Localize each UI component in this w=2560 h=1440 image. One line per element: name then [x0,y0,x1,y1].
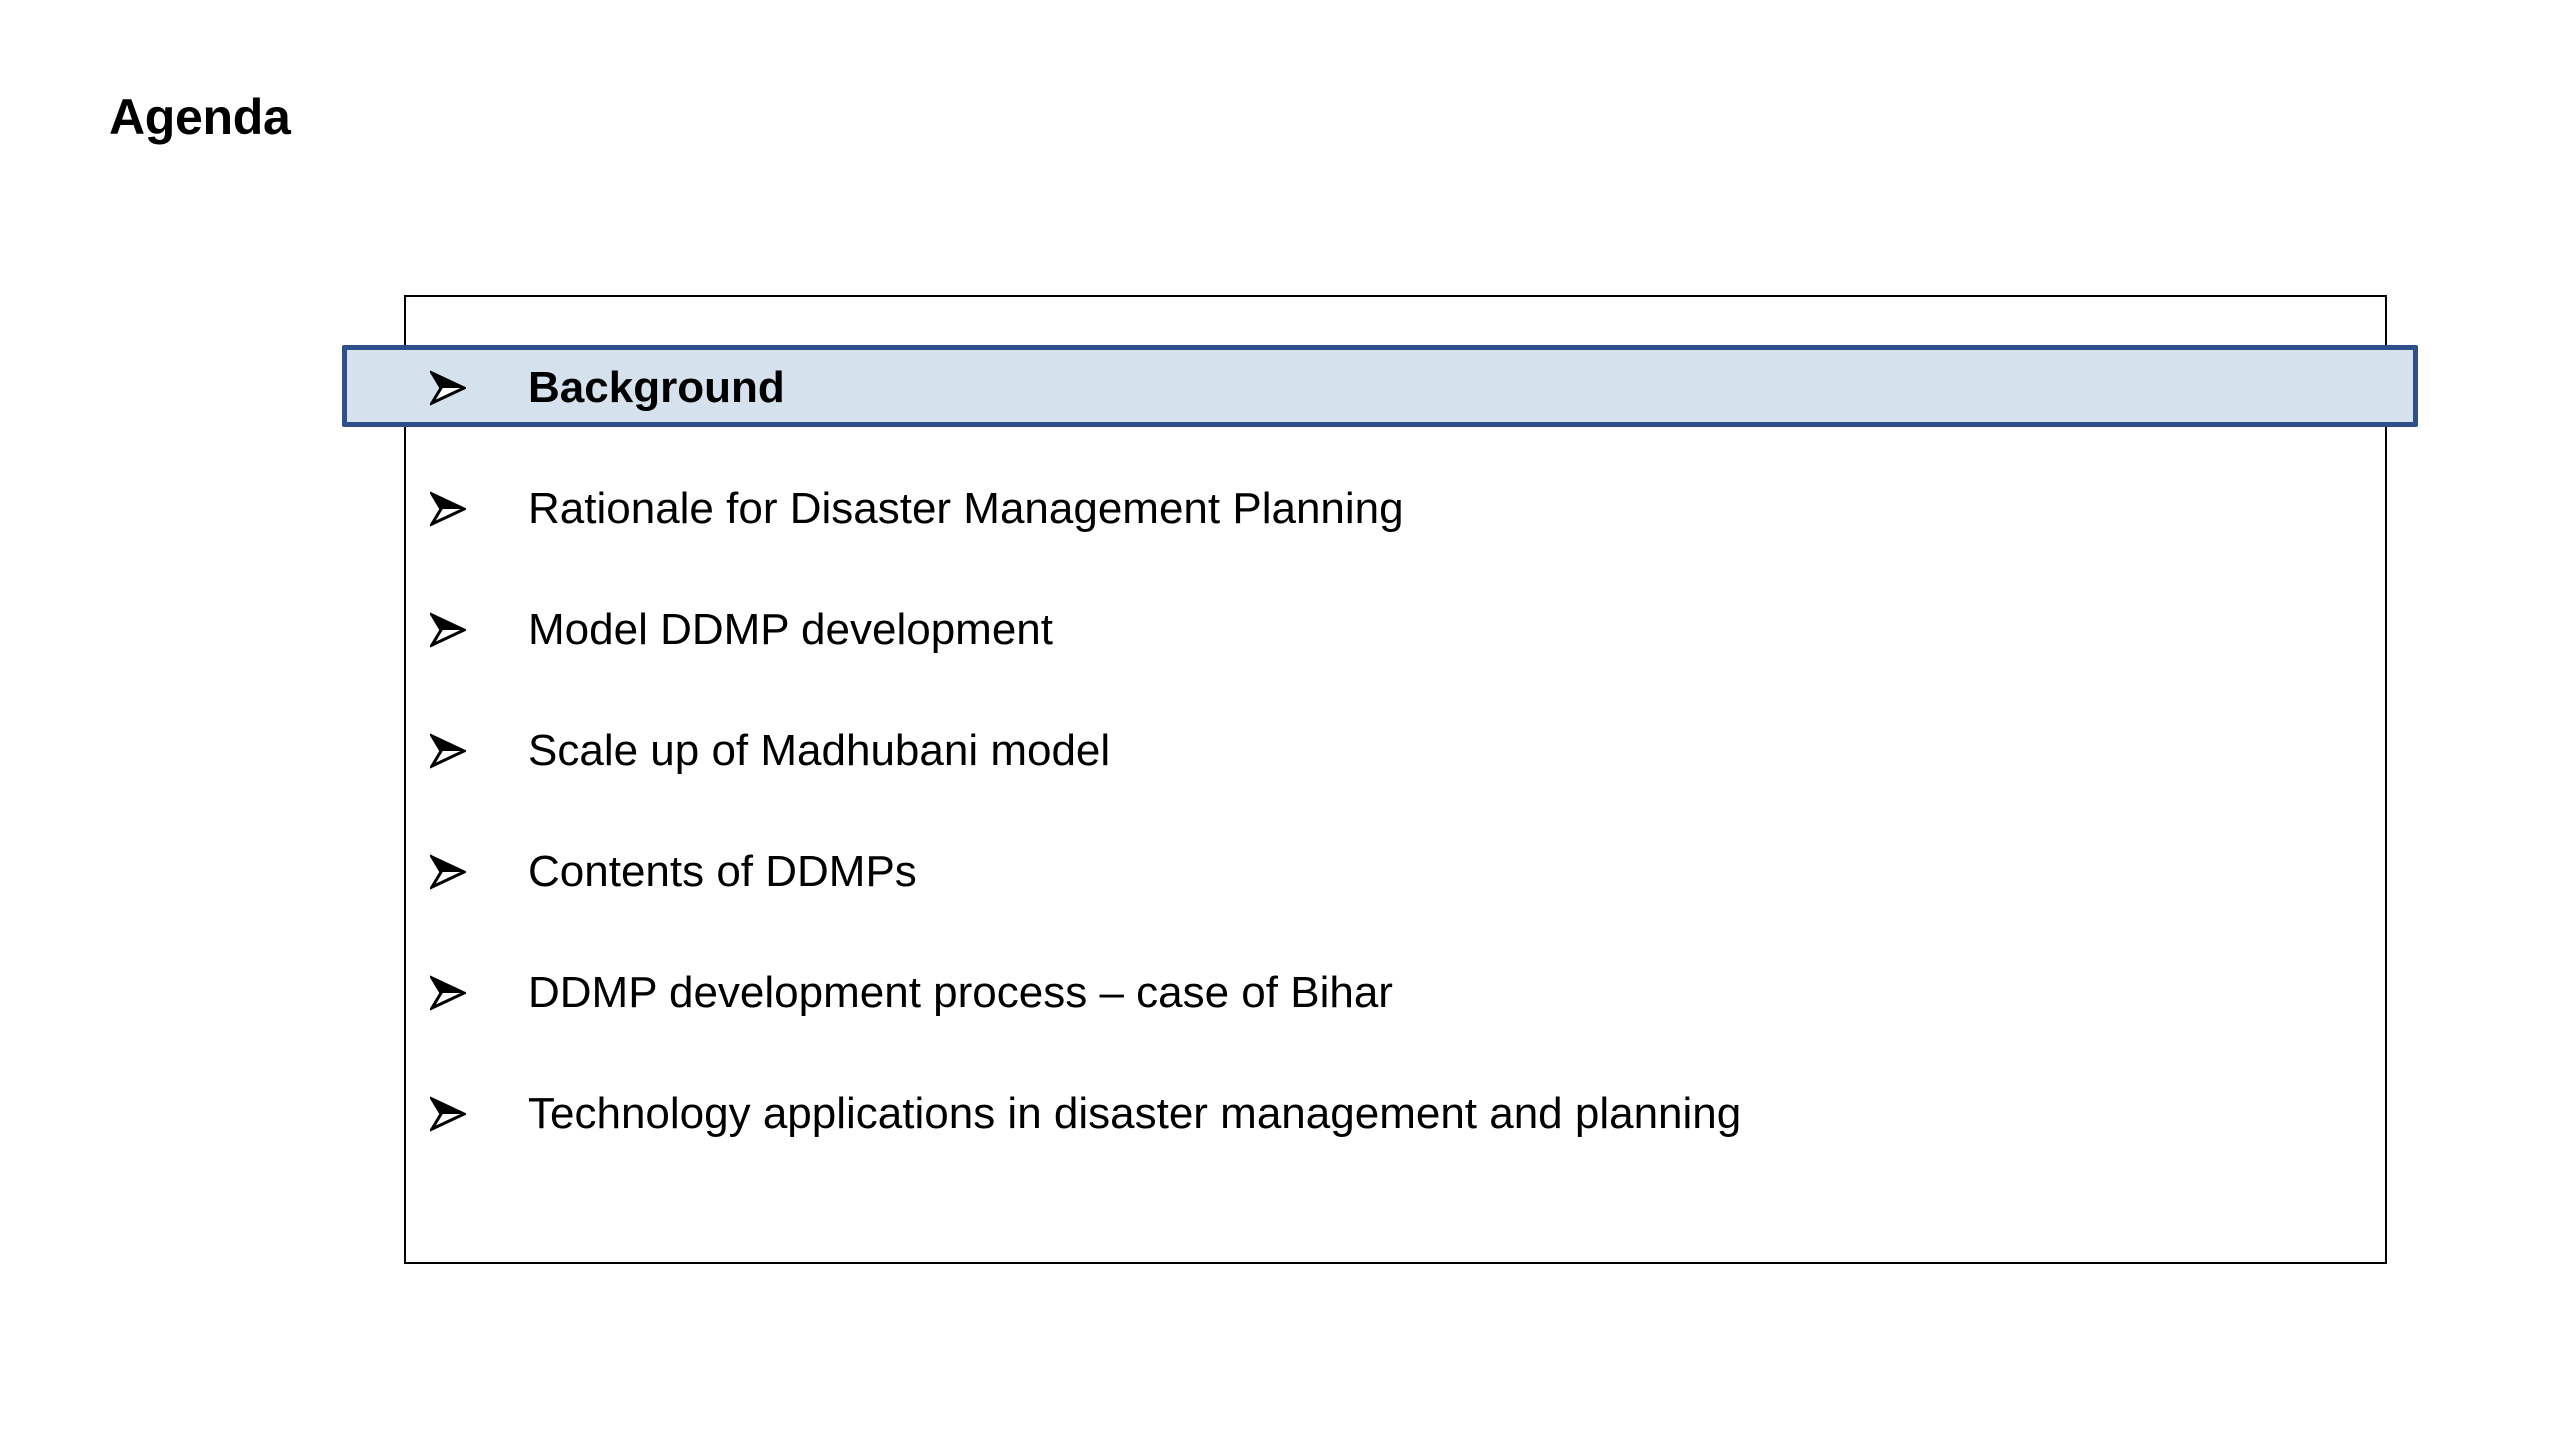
agenda-item-scale-up[interactable] [430,716,1111,786]
arrowhead-bullet-icon [430,733,466,769]
arrowhead-bullet-icon [430,370,466,406]
arrowhead-bullet-icon [430,1096,466,1132]
agenda-item-model-ddmp[interactable] [430,595,1053,665]
agenda-item-contents[interactable] [430,837,917,907]
slide-title: Agenda [109,89,291,145]
agenda-item-development-process[interactable] [430,958,1393,1028]
arrowhead-bullet-icon [430,854,466,890]
agenda-item-rationale[interactable] [430,474,1404,544]
arrowhead-bullet-icon [430,612,466,648]
arrowhead-bullet-icon [430,491,466,527]
agenda-item-label: Model DDMP development [528,605,1053,654]
agenda-item-label: Rationale for Disaster Management Planning [528,484,1404,533]
agenda-item-label: Contents of DDMPs [528,847,917,896]
agenda-item-label: Background [528,363,785,412]
agenda-item-label: Technology applications in disaster management and planning [528,1089,1742,1138]
agenda-item-technology[interactable] [430,1079,1742,1149]
arrowhead-bullet-icon [430,975,466,1011]
agenda-item-label: Scale up of Madhubani model [528,726,1111,775]
agenda-item-label: DDMP development process – case of Bihar [528,968,1393,1017]
agenda-item-background[interactable] [430,353,785,423]
